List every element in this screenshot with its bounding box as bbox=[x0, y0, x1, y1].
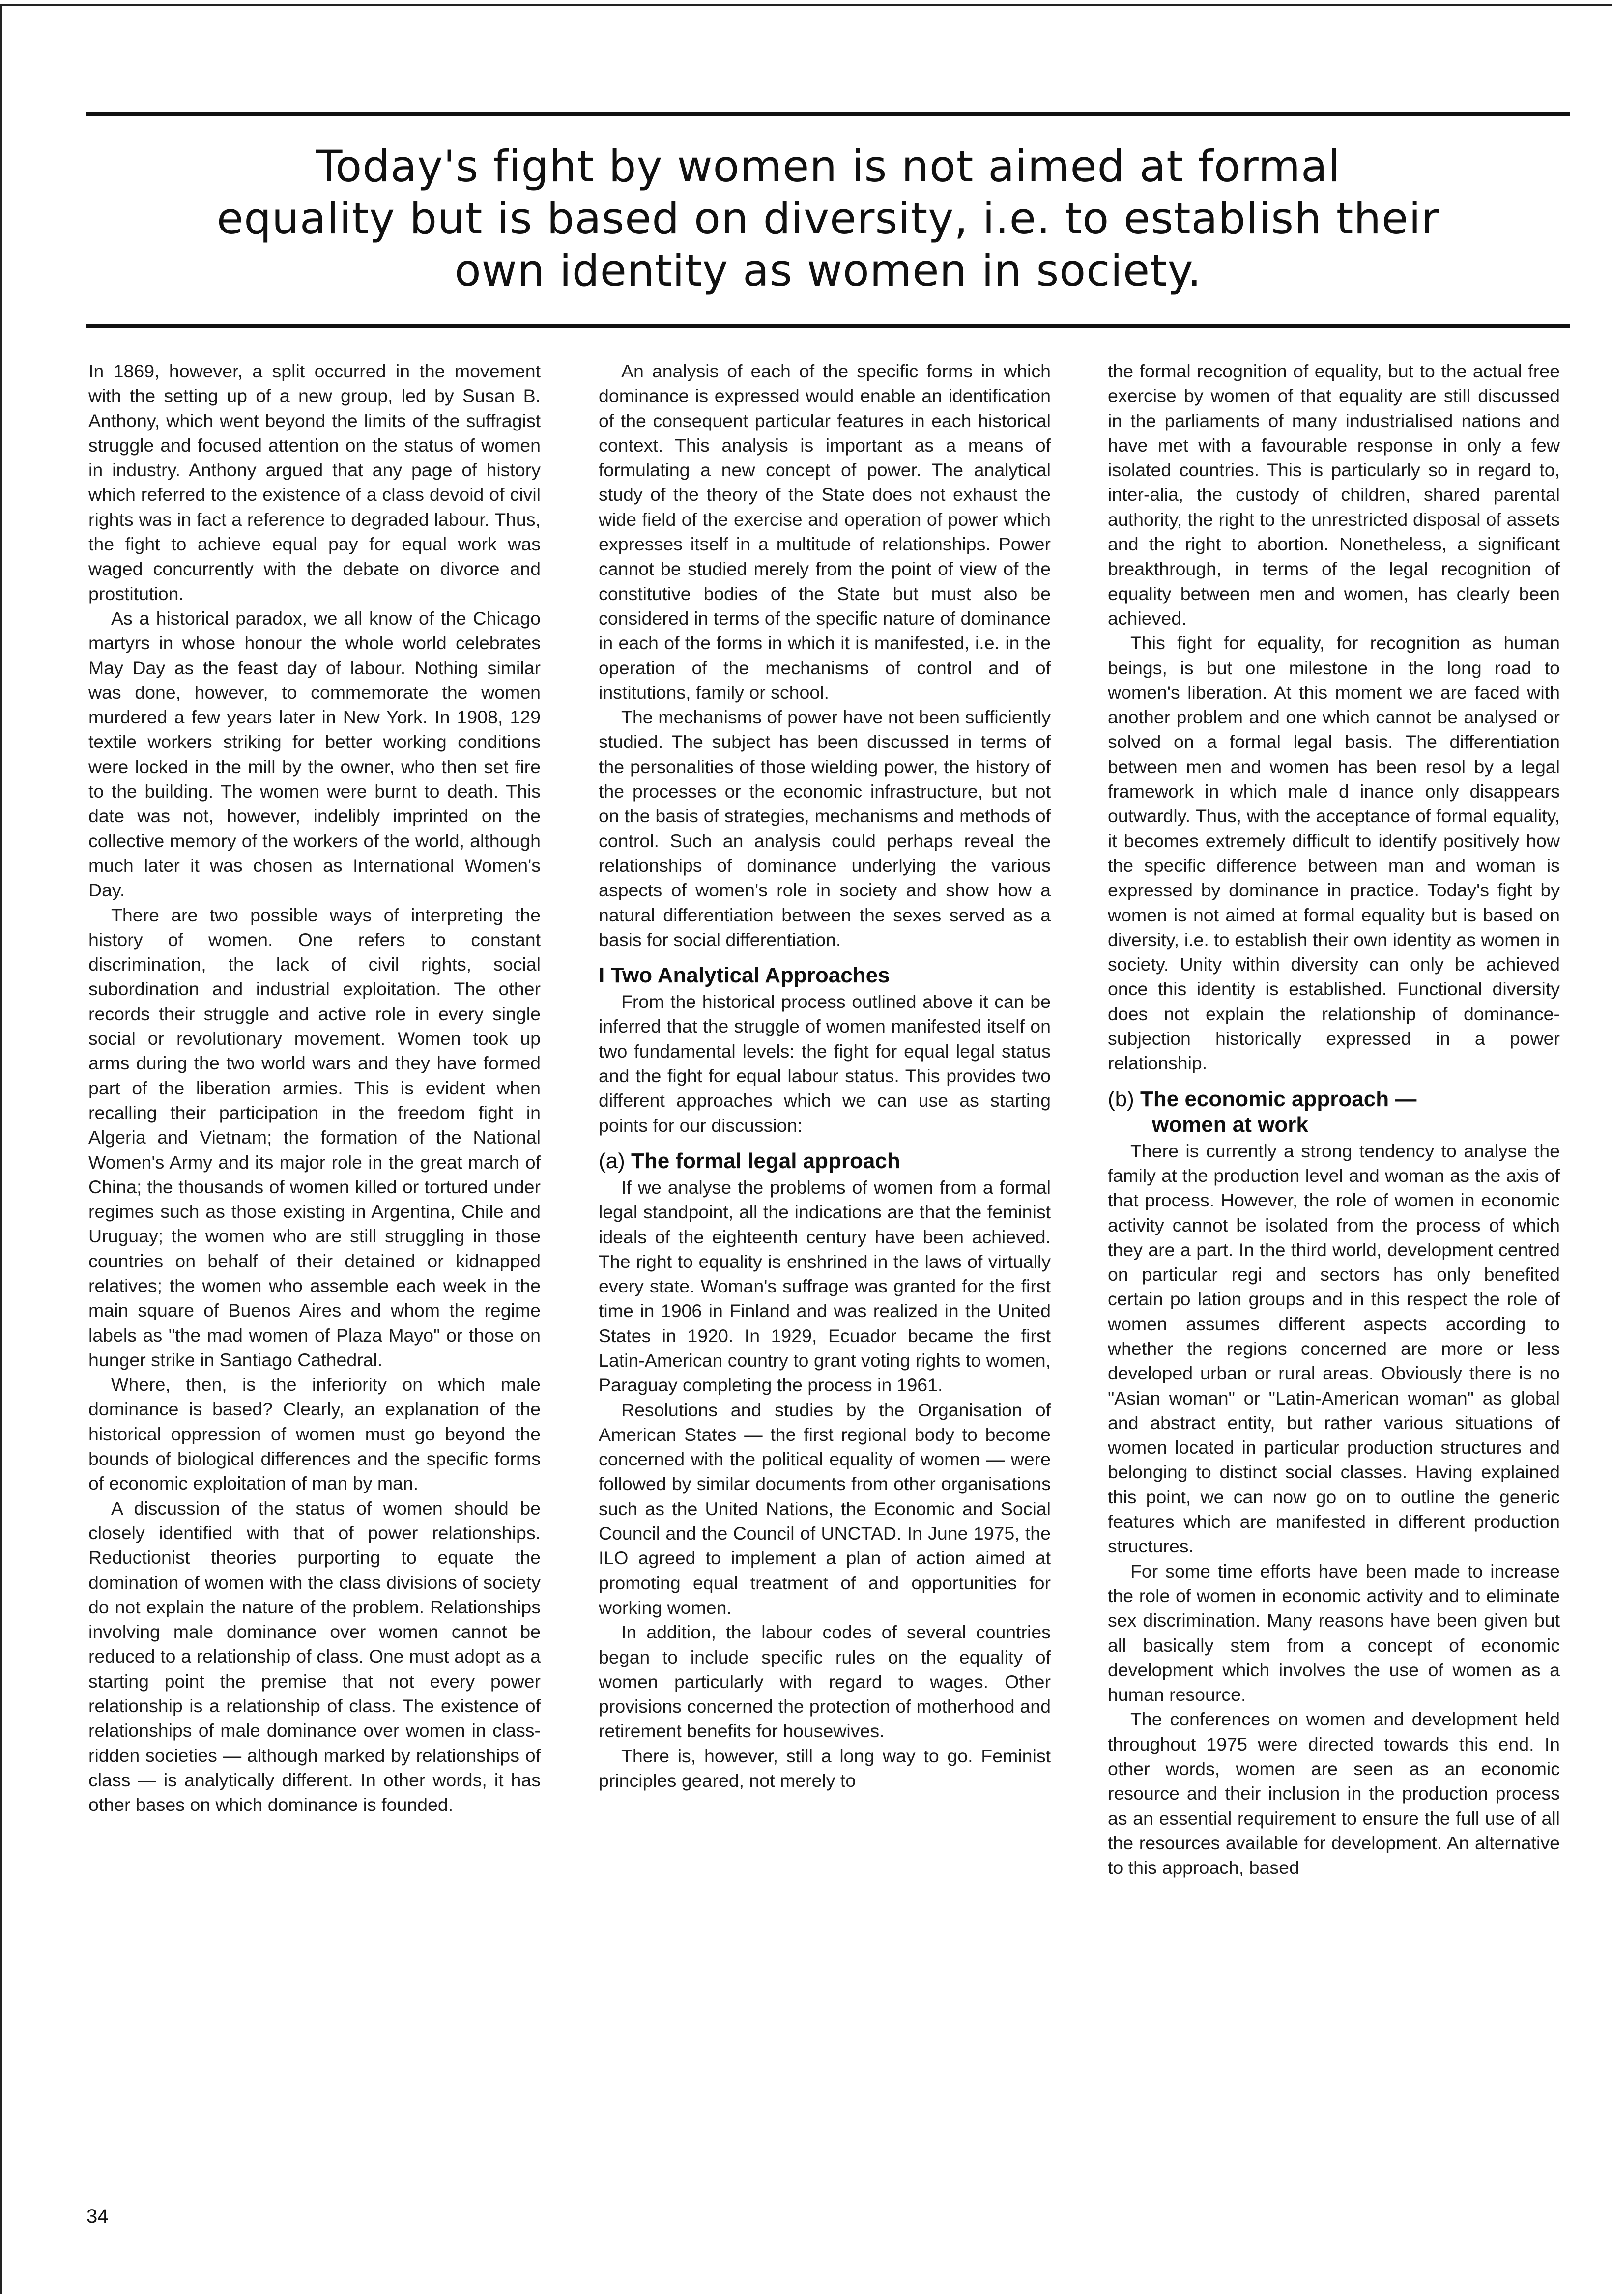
headline-line-2: equality but is based on diversity, i.e. to establish their bbox=[217, 193, 1439, 244]
paragraph: In 1869, however, a split occurred in the movement with the setting up of a new group, led by Susan B. Anthony, which went beyond the limits of the suffragist struggle and focused attention on the status of women in industry. Anthony argued that any page of history which referred to the existence of a class devoid of civil rights was in fact a reference to degraded labour. Thus, the fight to achieve equal pay for equal work was waged concurrently with the debate on divorce and prostitution. bbox=[88, 361, 541, 604]
subsection-letter: (a) bbox=[599, 1148, 625, 1173]
paragraph: In addition, the labour codes of several countries began to include specific rules on the equality of women particularly with regard to wages. Other provisions concerned the protection of motherhood and retirement benefits for housewives. bbox=[599, 1622, 1051, 1742]
headline-line-1: Today's fight by women is not aimed at formal bbox=[316, 141, 1341, 192]
paragraph: The mechanisms of power have not been sufficiently studied. The subject has been discussed in terms of the personalities of those wielding power, the history of the processes or the economic infrastructure, but not on the basis of strategies, mechanisms and methods of control. Such an analysis could perhaps reveal the relationships of dominance underlying the various aspects of women's role in society and show how a natural differentiation between the sexes served as a basis for social differentiation. bbox=[599, 707, 1051, 950]
page-frame-top bbox=[0, 4, 1612, 6]
page-frame-left bbox=[0, 4, 2, 2294]
paragraph: From the historical process outlined above it can be inferred that the struggle of women manifested itself on two fundamental levels: the fight for equal legal status and the fight for equal labour status. This provides two different approaches which we can use as starting points for our discussion: bbox=[599, 991, 1051, 1136]
subsection-heading-economic-cont: women at work bbox=[1152, 1112, 1308, 1137]
paragraph: If we analyse the problems of women from a formal legal standpoint, all the indications are that the feminist ideals of the eighteenth century have been achieved. The right to equality is enshrined in the laws of virtually every state. Woman's suffrage was granted for the first time in 1906 in Finland and was realized in the United States in 1920. In 1929, Ecuador became the first Latin-American country to grant voting rights to women, Paraguay completing the process in 1961. bbox=[599, 1177, 1051, 1396]
paragraph: The conferences on women and development held throughout 1975 were directed towards this end. In other words, women are seen as an economic resource and their inclusion in the production process as an essential requirement to ensure the full use of all the resources available for development. An alternative to this approach, based bbox=[1108, 1709, 1560, 1878]
paragraph: There is currently a strong tendency to analyse the family at the production level and woman as the axis of that process. However, the role of women in economic activity cannot be isolated from the process of which they are a part. In the third world, development centred on particular regi and sectors has only benefited certain po lation groups and in this respect the role of women assumes different aspects according to whether the regions concerned are more or less developed urban or rural areas. Obviously there is no "Asian woman" or "Latin-American woman" as global and abstract entity, but rather various situations of women located in particular production structures and belonging to distinct social classes. Having explained this point, we can now go on to outline the generic features which are manifested in different production structures. bbox=[1108, 1140, 1560, 1557]
section-number: I bbox=[599, 963, 605, 988]
section-title: Two Analytical Approaches bbox=[610, 963, 890, 988]
headline-line-3: own identity as women in society. bbox=[454, 245, 1202, 296]
paragraph: As a historical paradox, we all know of the Chicago martyrs in whose honour the whole world celebrates May Day as the feast day of labour. Nothing similar was done, however, to commemorate the women murdered a few years later in New York. In 1908, 129 textile workers striking for better working conditions were locked in the mill by the owner, who then set fire to the building. The women were burnt to death. This date was not, however, indelibly imprinted on the collective memory of the workers of the world, although much later it was chosen as International Women's Day. bbox=[88, 607, 541, 901]
subsection-letter: (b) bbox=[1108, 1087, 1134, 1111]
paragraph: Where, then, is the inferiority on which male dominance is based? Clearly, an explanation of the historical oppression of women must go beyond the bounds of biological differences and the specific forms of economic exploitation of man by man. bbox=[88, 1374, 541, 1494]
subsection-title: The economic approach — bbox=[1140, 1087, 1417, 1111]
paragraph: There is, however, still a long way to go. Feminist principles geared, not merely to bbox=[599, 1745, 1051, 1791]
section-heading-analytical-approaches bbox=[599, 963, 1051, 988]
page-number: 34 bbox=[86, 2206, 109, 2227]
headline-rule-bottom bbox=[86, 324, 1570, 328]
text-column-1 bbox=[88, 359, 541, 1817]
subsection-title: The formal legal approach bbox=[631, 1148, 900, 1173]
paragraph: This fight for equality, for recognition as human beings, is but one milestone in the long road to women's liberation. At this moment we are faced with another problem and one which cannot be analysed or solved on a formal legal basis. The differentiation between men and women has been resol by a legal framework in which male d inance only disappears outwardly. Thus, with the acceptance of formal equality, it becomes extremely difficult to identify positively how the specific difference between man and woman is expressed by dominance in practice. Today's fight by women is not aimed at formal equality but is based on diversity, i.e. to establish their own identity as women in society. Unity within diversity can only be achieved once this identity is established. Functional diversity does not explain the relationship of dominance-subjection historically expressed in a power relationship. bbox=[1108, 632, 1560, 1074]
paragraph: There are two possible ways of interpreting the history of women. One refers to constant discrimination, the lack of civil rights, social subordination and industrial exploitation. The other records their struggle and active role in every single social or revolutionary movement. Women took up arms during the two world wars and they have formed part of the liberation armies. This is evident when recalling their participation in the freedom fight in Algeria and Vietnam; the formation of the National Women's Army and its major role in the great march of China; the thousands of women killed or tortured under regimes such as those existing in Argentina, Chile and Uruguay; the women who are still struggling in those countries on behalf of their detained or kidnapped relatives; the women who assemble each week in the main square of Buenos Aires and whom the regime labels as "the mad women of Plaza Mayo" or those on hunger strike in Santiago Cathedral. bbox=[88, 904, 541, 1370]
paragraph: Resolutions and studies by the Organisation of American States — the first regional body to become concerned with the political equality of women — were followed by similar documents from other organisations such as the United Nations, the Economic and Social Council and the Council of UNCTAD. In June 1975, the ILO agreed to implement a plan of action aimed at promoting equal treatment of and opportunities for working women. bbox=[599, 1399, 1051, 1618]
paragraph: An analysis of each of the specific forms in which dominance is expressed would enable an identification of the consequent particular features in each historical context. This analysis is important as a means of formulating a new concept of power. The analytical study of the theory of the State does not exhaust the wide field of the exercise and operation of power which expresses itself in a multitude of relationships. Power cannot be studied merely from the point of view of the constitutive bodies of the State but must also be considered in terms of the specific nature of dominance in each of the forms in which it is manifested, i.e. in the operation of the mechanisms of control and of institutions, family or school. bbox=[599, 361, 1051, 703]
pull-quote-headline bbox=[86, 141, 1570, 297]
text-column-2 bbox=[599, 359, 1051, 1793]
paragraph: the formal recognition of equality, but to the actual free exercise by women of that equality are still discussed in the parliaments of many industrialised nations and have met with a favourable response in only a few isolated countries. This is particularly so in regard to, inter-alia, the custody of children, shared parental authority, the right to the unrestricted disposal of assets and the right to abortion. Nonetheless, a significant breakthrough, in terms of the legal recognition of equality between men and women, has clearly been achieved. bbox=[1108, 361, 1560, 629]
headline-rule-top bbox=[86, 112, 1570, 116]
text-column-3 bbox=[1108, 359, 1560, 1880]
subsection-heading-economic bbox=[1108, 1087, 1560, 1112]
subsection-heading-formal-legal bbox=[599, 1148, 1051, 1174]
paragraph: For some time efforts have been made to increase the role of women in economic activity and to eliminate sex discrimination. Many reasons have been given but all basically stem from a concept of economic development which involves the use of women as a human resource. bbox=[1108, 1560, 1560, 1705]
paragraph: A discussion of the status of women should be closely identified with that of power relationships. Reductionist theories purporting to equate the domination of women with the class divisions of society do not explain the nature of the problem. Relationships involving male dominance over women cannot be reduced to a relationship of class. One must adopt as a starting point the premise that not every power relationship is a relationship of class. The existence of relationships of male dominance over women in class-ridden societies — although marked by relationships of class — is analytically different. In other words, it has other bases on which dominance is founded. bbox=[88, 1497, 541, 1815]
